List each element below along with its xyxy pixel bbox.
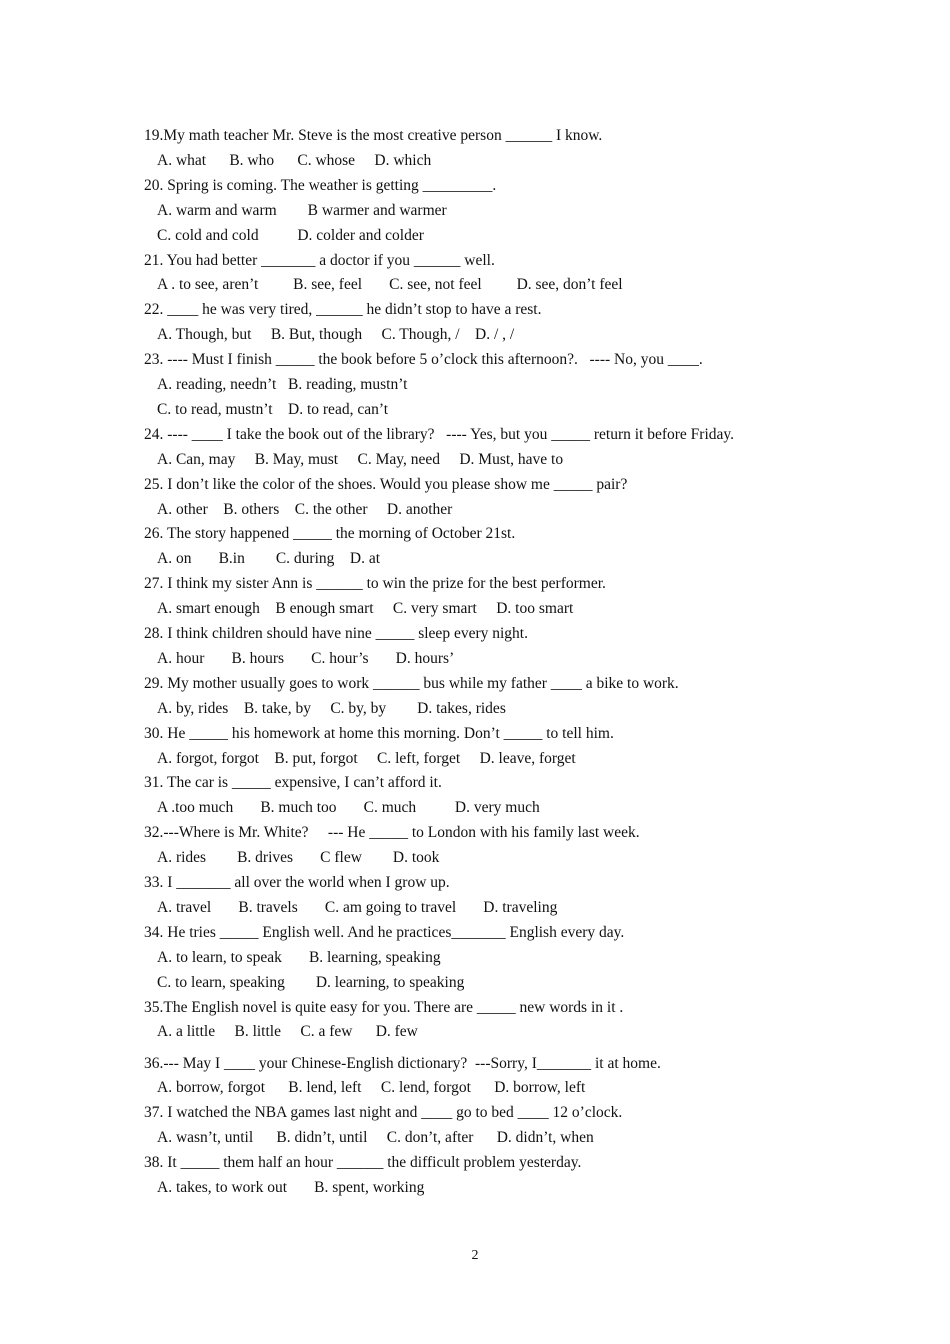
- question-stem: 24. ---- ____ I take the book out of the library? ---- Yes, but you _____ return it before Friday.: [144, 425, 735, 443]
- question-stem: 31. The car is _____ expensive, I can’t afford it.: [144, 774, 442, 792]
- question-options: A. wasn’t, until B. didn’t, until C. don’t, after D. didn’t, when: [157, 1129, 594, 1147]
- question-options: A .too much B. much too C. much D. very much: [157, 799, 540, 817]
- question-options: A. what B. who C. whose D. which: [157, 151, 432, 169]
- question-options: A. hour B. hours C. hour’s D. hours’: [157, 649, 455, 667]
- question-options: A. Though, but B. But, though C. Though, / D. / , /: [157, 326, 515, 344]
- question-options: A. other B. others C. the other D. another: [157, 500, 453, 518]
- question-options: A. reading, needn’t B. reading, mustn’t: [157, 376, 408, 393]
- question-stem: 21. You had better _______ a doctor if you ______ well.: [144, 251, 495, 269]
- question-options: A . to see, aren’t B. see, feel C. see, not feel D. see, don’t feel: [157, 276, 623, 294]
- question-options: A. on B.in C. during D. at: [157, 550, 381, 568]
- question-options: A. smart enough B enough smart C. very smart D. too smart: [157, 600, 574, 618]
- question-stem: 26. The story happened _____ the morning of October 21st.: [144, 525, 516, 543]
- question-options: A. takes, to work out B. spent, working: [157, 1179, 425, 1197]
- question-options: A. travel B. travels C. am going to travel D. traveling: [157, 898, 558, 916]
- question-options: A. warm and warm B warmer and warmer: [157, 201, 447, 219]
- question-options: C. to read, mustn’t D. to read, can’t: [157, 400, 389, 418]
- question-stem: 23. ---- Must I finish _____ the book before 5 o’clock this afternoon?. ---- No, you ____.: [144, 351, 703, 369]
- question-options: A. a little B. little C. a few D. few: [157, 1023, 418, 1041]
- question-stem: 33. I _______ all over the world when I grow up.: [144, 874, 450, 891]
- question-stem: 36.--- May I ____ your Chinese-English dictionary? ---Sorry, I_______ it at home.: [144, 1054, 661, 1072]
- question-stem: 37. I watched the NBA games last night and ____ go to bed ____ 12 o’clock.: [144, 1104, 623, 1122]
- question-options: A. to learn, to speak B. learning, speaking: [157, 948, 441, 966]
- question-stem: 28. I think children should have nine _____ sleep every night.: [144, 625, 528, 642]
- question-options: A. by, rides B. take, by C. by, by D. takes, rides: [157, 699, 506, 717]
- question-options: A. rides B. drives C flew D. took: [157, 849, 440, 867]
- question-stem: 35.The English novel is quite easy for you. There are _____ new words in it .: [144, 998, 624, 1016]
- question-options: A. forgot, forgot B. put, forgot C. left, forget D. leave, forget: [157, 749, 576, 767]
- question-stem: 25. I don’t like the color of the shoes. Would you please show me _____ pair?: [144, 475, 628, 493]
- question-stem: 29. My mother usually goes to work ______ bus while my father ____ a bike to work.: [144, 674, 679, 692]
- page-number: 2: [471, 1248, 479, 1263]
- question-options: A. borrow, forgot B. lend, left C. lend, forgot D. borrow, left: [157, 1079, 586, 1097]
- question-stem: 34. He tries _____ English well. And he practices_______ English every day.: [144, 923, 625, 941]
- question-stem: 27. I think my sister Ann is ______ to win the prize for the best performer.: [144, 575, 606, 593]
- question-options: C. to learn, speaking D. learning, to speaking: [157, 973, 465, 991]
- question-stem: 30. He _____ his homework at home this morning. Don’t _____ to tell him.: [144, 724, 614, 742]
- question-stem: 38. It _____ them half an hour ______ the difficult problem yesterday.: [144, 1154, 582, 1172]
- question-stem: 22. ____ he was very tired, ______ he didn’t stop to have a rest.: [144, 301, 542, 319]
- question-stem: 20. Spring is coming. The weather is getting _________.: [144, 176, 497, 194]
- question-stem: 32.---Where is Mr. White? --- He _____ to London with his family last week.: [144, 824, 640, 842]
- question-stem: 19.My math teacher Mr. Steve is the most creative person ______ I know.: [144, 127, 603, 144]
- question-options: C. cold and cold D. colder and colder: [157, 226, 424, 244]
- question-options: A. Can, may B. May, must C. May, need D. Must, have to: [157, 450, 564, 468]
